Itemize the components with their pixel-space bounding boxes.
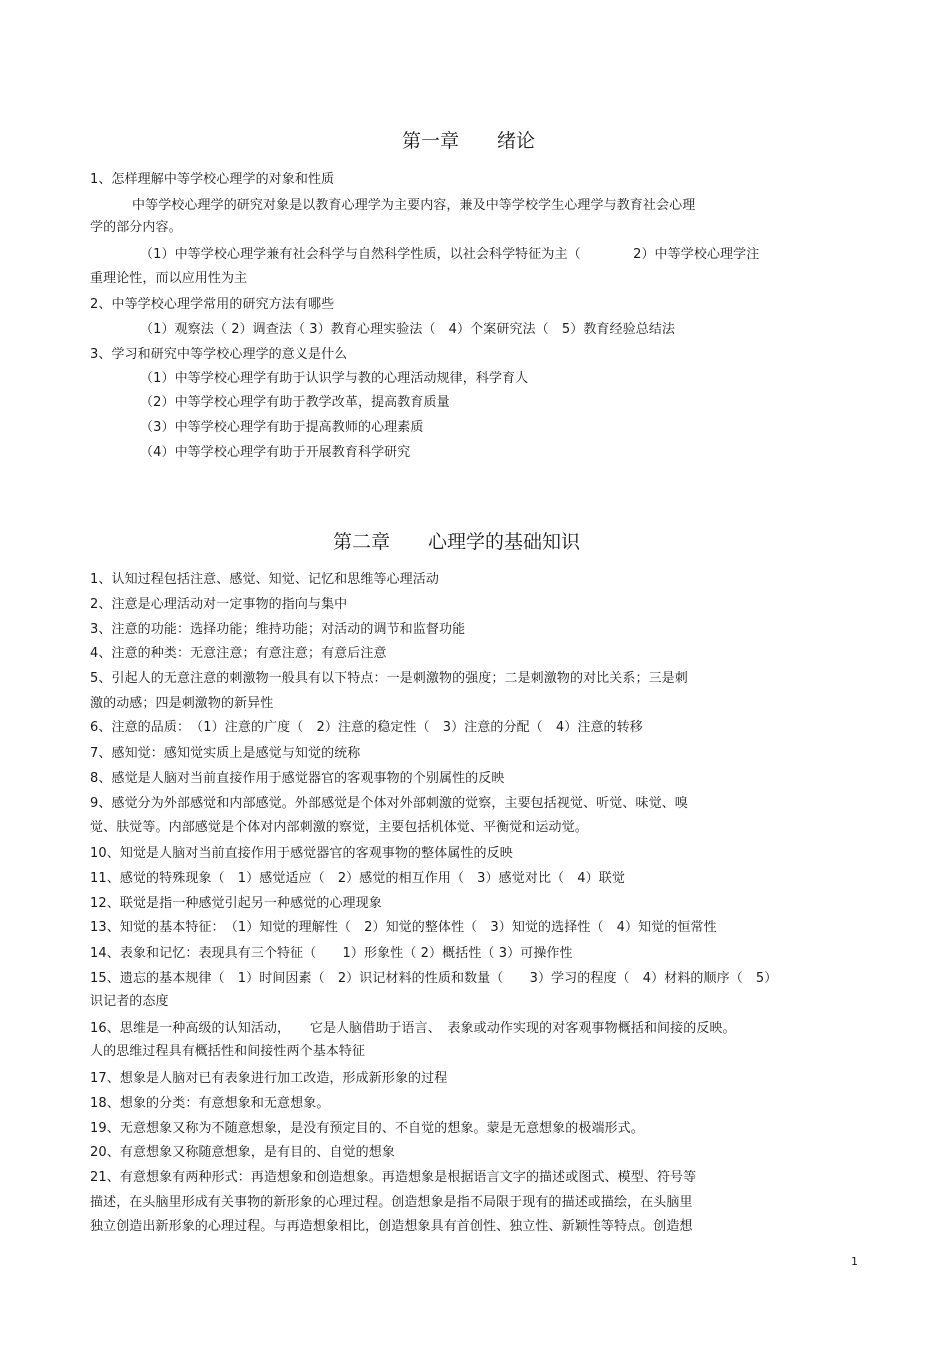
ch2-line-2: 2、注意是心理活动对一定事物的指向与集中: [90, 597, 348, 612]
ch2-line-7: 6、注意的品质： （1）注意的广度（ 2）注意的稳定性（ 3）注意的分配（ 4）注意的转移: [90, 720, 643, 735]
ch2-line-27: 独立创造出新形象的心理过程。与再造想象相比，创造想象具有首创性、独立性、新颖性等特点。创造想: [90, 1219, 693, 1234]
ch2-line-24: 20、有意想象又称随意想象，是有目的、自觉的想象: [90, 1145, 395, 1160]
ch1-line-1: 1、怎样理解中等学校心理学的对象和性质: [90, 172, 335, 187]
ch2-line-23: 19、无意想象又称为不随意想象，是没有预定目的、不自觉的想象。蒙是无意想象的极端形式。: [90, 1121, 644, 1136]
ch2-line-15: 13、知觉的基本特征： （1）知觉的理解性（ 2）知觉的整体性（ 3）知觉的选择性（ 4）知觉的恒常性: [90, 920, 717, 935]
chapter-2-title: 第二章 心理学的基础知识: [333, 531, 581, 553]
ch2-line-26: 描述，在头脑里形成有关事物的新形象的心理过程。创造想象是指不局限于现有的描述或描绘，在头脑里: [90, 1195, 693, 1210]
ch2-line-5: 5、引起人的无意注意的刺激物一般具有以下特点：一是刺激物的强度；二是刺激物的对比关系；三是刺: [90, 671, 688, 686]
page-number: 1: [851, 1255, 858, 1268]
ch1-line-9: （1）中等学校心理学有助于认识学与教的心理活动规律，科学育人: [140, 371, 529, 386]
chapter-1-title: 第一章 绪论: [402, 130, 536, 152]
ch2-line-9: 8、感觉是人脑对当前直接作用于感觉器官的客观事物的个别属性的反映: [90, 771, 505, 786]
ch2-line-1: 1、认知过程包括注意、感觉、知觉、记忆和思维等心理活动: [90, 572, 439, 587]
ch2-line-3: 3、注意的功能：选择功能；维持功能；对活动的调节和监督功能: [90, 622, 466, 637]
ch2-line-11: 觉、肤觉等。内部感觉是个体对内部刺激的察觉，主要包括机体觉、平衡觉和运动觉。: [90, 820, 588, 835]
ch1-line-6: 2、中等学校心理学常用的研究方法有哪些: [90, 297, 335, 312]
ch1-line-10: （2）中等学校心理学有助于教学改革，提高教育质量: [140, 395, 450, 410]
ch1-line-12: （4）中等学校心理学有助于开展教育科学研究: [140, 445, 411, 460]
ch2-line-16: 14、表象和记忆：表现具有三个特征（ 1）形象性（ 2）概括性（ 3）可操作性: [90, 946, 573, 961]
ch2-line-8: 7、感知觉：感知觉实质上是感觉与知觉的统称: [90, 746, 361, 761]
ch2-line-12: 10、知觉是人脑对当前直接作用于感觉器官的客观事物的整体属性的反映: [90, 846, 513, 861]
ch1-line-11: （3）中等学校心理学有助于提高教师的心理素质: [140, 420, 424, 435]
ch1-line-7: （1）观察法（ 2）调查法（ 3）教育心理实验法（ 4）个案研究法（ 5）教育经验总结法: [140, 322, 676, 337]
ch2-line-13: 11、感觉的特殊现象（ 1）感觉适应（ 2）感觉的相互作用（ 3）感觉对比（ 4）联觉: [90, 871, 625, 886]
ch1-line-4: （1）中等学校心理学兼有社会科学与自然科学性质，以社会科学特征为主（ 2）中等学校心理学注: [140, 247, 760, 262]
ch2-line-14: 12、联觉是指一种感觉引起另一种感觉的心理现象: [90, 896, 382, 911]
ch2-line-10: 9、感觉分为外部感觉和内部感觉。外部感觉是个体对外部刺激的觉察，主要包括视觉、听觉、味觉、嗅: [90, 796, 688, 811]
ch1-line-2: 中等学校心理学的研究对象是以教育心理学为主要内容，兼及中等学校学生心理学与教育社会心理: [132, 198, 696, 213]
ch2-line-4: 4、注意的种类：无意注意；有意注意；有意后注意: [90, 646, 387, 661]
ch2-line-22: 18、想象的分类：有意想象和无意想象。: [90, 1096, 330, 1111]
ch1-line-5: 重理论性，而以应用性为主: [90, 271, 248, 286]
ch2-line-20: 人的思维过程具有概括性和间接性两个基本特征: [90, 1044, 366, 1059]
ch2-line-6: 激的动感；四是刺激物的新异性: [90, 696, 274, 711]
ch2-line-21: 17、想象是人脑对已有表象进行加工改造，形成新形象的过程: [90, 1071, 448, 1086]
ch1-line-3: 学的部分内容。: [90, 220, 182, 235]
ch2-line-25: 21、有意想象有两种形式：再造想象和创造想象。再造想象是根据语言文字的描述或图式、模型、符号等: [90, 1170, 697, 1185]
ch2-line-18: 识记者的态度: [90, 994, 169, 1009]
ch2-line-17: 15、遗忘的基本规律（ 1）时间因素（ 2）识记材料的性质和数量（ 3）学习的程度（ 4）材料的顺序（ 5）: [90, 971, 778, 986]
ch1-line-8: 3、学习和研究中等学校心理学的意义是什么: [90, 347, 348, 362]
ch2-line-19: 16、思维是一种高级的认知活动， 它是人脑借助于语言、 表象或动作实现的对客观事物概括和间接的反映。: [90, 1021, 736, 1036]
